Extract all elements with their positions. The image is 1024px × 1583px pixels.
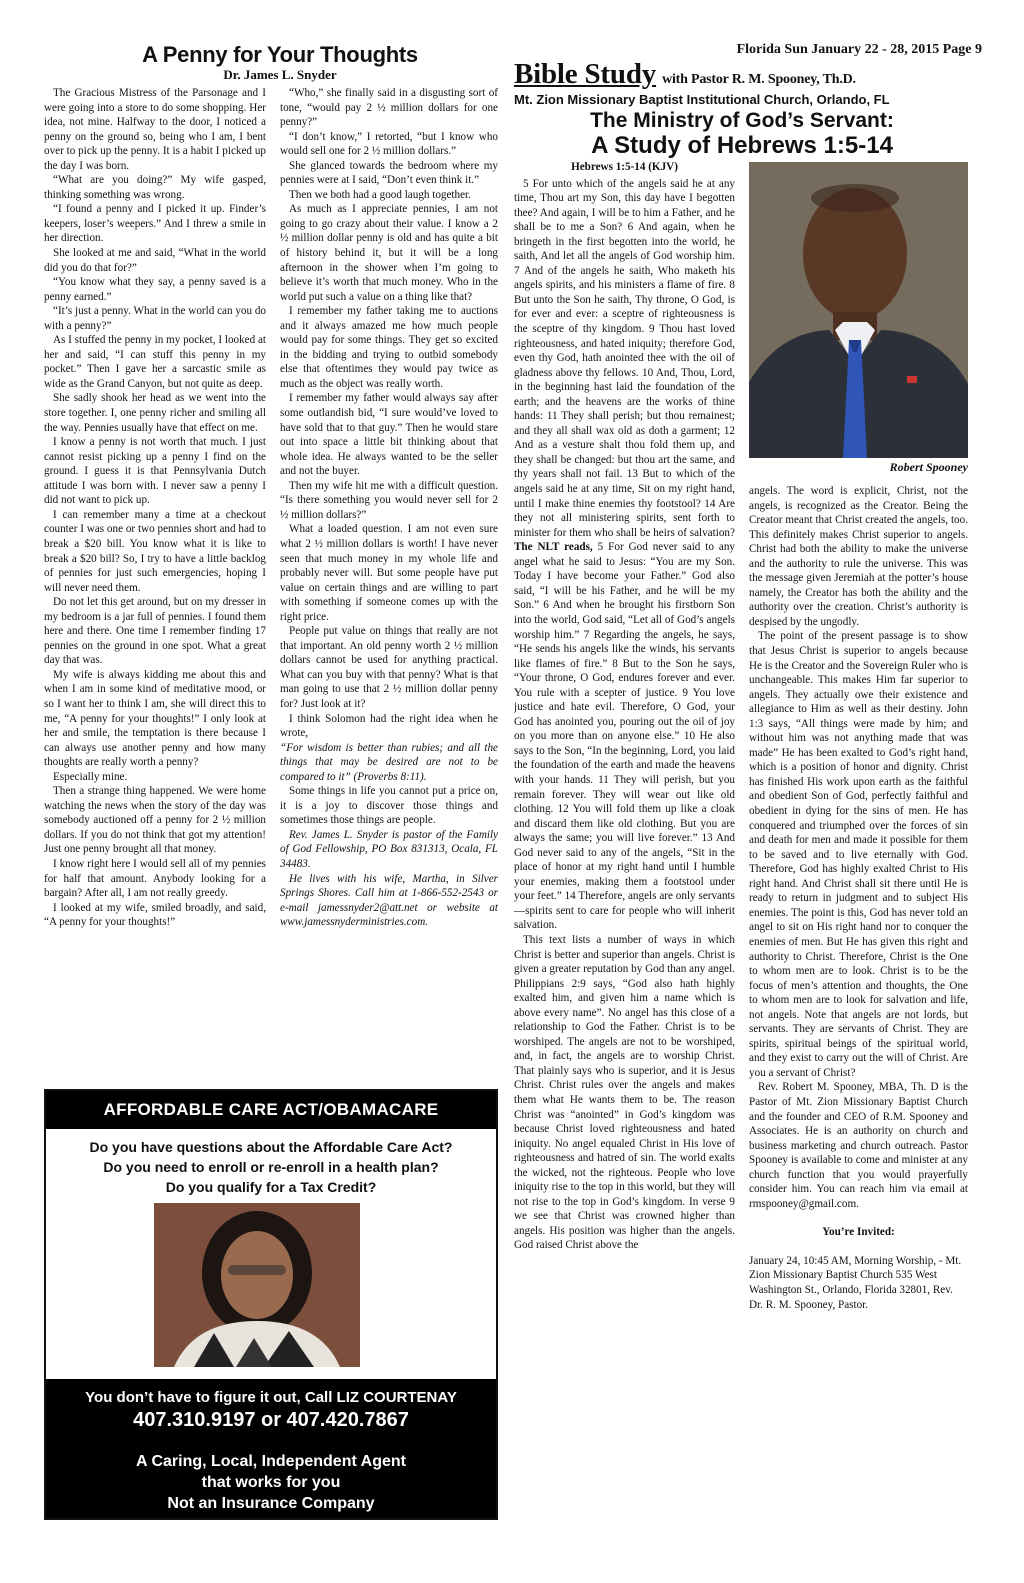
ad-call-name: Call LIZ COURTENAY	[304, 1389, 457, 1406]
author-contact: He lives with his wife, Martha, in Silver Springs Shores. Call him at 1-866-552-2543 or e-mail jamessnyder2@att.net or website at www.jamessnyderministries.com.	[280, 872, 498, 929]
bible-study-heading	[514, 58, 856, 96]
paragraph: Then a strange thing happened. We were home watching the news when the story of the day was somebody auctioned off a penny for 2 ½ million dollars. If you do not think that got my attention! Just one penny brought all that money.	[44, 785, 266, 856]
ad-phone-numbers: 407.310.9197 or 407.420.7867	[133, 1409, 409, 1431]
paragraph: As much as I appreciate pennies, I am not going to go crazy about their value. I know a 2 ½ million dollar penny is old and has quite a bit of history behind it, but it will be a long afternoon in the shower when I’m going to believe it’s worth that much money. Who in the world put such a value on a thing like that?	[280, 203, 498, 303]
paragraph: I remember my father would always say after some outlandish bid, “I sure would’ve loved to have sold that to that guy.” Then he would stare out into space a little bit thinking about that whole idea. He always wanted to be the seller and not the buyer.	[280, 392, 498, 478]
author-bio: Rev. James L. Snyder is pastor of the Family of God Fellowship, PO Box 831313, Ocala, FL 34483.	[280, 828, 498, 870]
ad-tagline-3: Not an Insurance Company	[167, 1495, 375, 1512]
ad-header: AFFORDABLE CARE ACT/OBAMACARE	[46, 1091, 496, 1129]
ad-question-1: Do you have questions about the Affordable Care Act?	[89, 1139, 453, 1155]
paragraph: “You know what they say, a penny saved is a penny earned.”	[44, 276, 266, 303]
paragraph: My wife is always kidding me about this and when I am in some kind of meditative mood, or so I want her to think I am, she will direct this to me, “A penny for your thoughts!” I only look at her and smile, the temptation is there because I can always use another penny and how many thoughts are really worth a penny?	[44, 668, 266, 769]
nlt-text: 5 For God never said to any angel what he said to Jesus: “You are my Son. Today I have become your Father.” God also said, “I will be his Father, and he will be my Son.” 6 And when he brought his firstborn Son into the world, God said, “Let all of God’s angels worship him.” 7 Regarding the angels, he says, “He sends his angels like the winds, his servants like flames of fire.” 8 But to the Son he says, “Your throne, O God, endures forever and ever. You rule with a scepter of justice. 9 You love justice and hate evil. Therefore, O God, your God has anointed you, pouring out the oil of joy on you more than on anyone else.” 10 He also says to the Son, “In the beginning, Lord, you laid the foundation of the earth and made the heavens with your hands. 11 They will perish, but you remain forever. They will wear out like old clothing. 12 You will fold them up like a cloak and discard them like old clothing. But you are always the same; you will live forever.” 13 And God never said to any of the angels, “Sit in the place of honor at my right hand until I humble your enemies, making them a footstool under your feet.” 14 Therefore, angels are only servants—spirits sent to care for people who will inherit salvation.	[514, 541, 735, 932]
church-name: Mt. Zion Missionary Baptist Institutional Church, Orlando, FL	[514, 92, 890, 107]
newspaper-masthead: Florida Sun January 22 - 28, 2015 Page 9	[736, 42, 982, 57]
scripture-quote: “For wisdom is better than rubies; and all the things that may be desired are not to be compared to it” (Proverbs 8:11).	[280, 741, 498, 783]
paragraph: This text lists a number of ways in which Christ is better and superior than angels. Christ is given a greater reputation by God than any angel. Philippians 2:9 says, “God also hath highly exalted him, and given him a name which is above every name”. No angel has this close of a relationship to God the Father. Christ is to be worshiped. The angels are not to be worshiped, and, in fact, the angels are to worship Christ. That plainly says who is superior, and it is Jesus Christ. Christ rules over the angels and makes them what He wants them to be. The reason Christ was “anointed” in God’s kingdom was because Christ loved righteousness and hated iniquity. No angel equaled Christ in His love of righteousness and hatred of sin. The world exalts the wicked, not the righteous. People who love iniquity rise to the top in this world, but they will not rise to the top in God’s kingdom. In verse 9 we see that Christ was crowned higher than angels. His position was higher than the angels. God raised Christ above the	[514, 933, 735, 1252]
ad-footer	[46, 1379, 496, 1520]
paragraph: Then my wife hit me with a difficult question. “Is there something you would never sell for 2 ½ million dollars?”	[280, 479, 498, 521]
paragraph: “It’s just a penny. What in the world can you do with a penny?”	[44, 305, 266, 332]
bible-study-title: The Ministry of God’s Servant:	[590, 109, 894, 132]
paragraph: “I found a penny and I picked it up. Finder’s keepers, loser’s weepers.” And I threw a smile in her direction.	[44, 203, 266, 245]
bible-column-2	[749, 484, 968, 1556]
pastor-photo-caption: Robert Spooney	[889, 460, 968, 474]
ad-call-prefix: You don’t have to figure it out,	[85, 1389, 301, 1406]
penny-column-1	[44, 86, 266, 1082]
ad-question-2: Do you need to enroll or re-enroll in a health plan?	[103, 1159, 439, 1175]
invite-details: January 24, 10:45 AM, Morning Worship, - Mt. Zion Missionary Baptist Church 535 West Washington St., Orlando, Florida 32801, Rev. Dr. R. M. Spooney, Pastor.	[749, 1254, 962, 1311]
agent-portrait-image	[154, 1203, 360, 1367]
bible-column-1	[514, 160, 735, 1552]
ad-call-line	[46, 1389, 496, 1406]
pastor-byline: with Pastor R. M. Spooney, Th.D.	[662, 72, 856, 87]
pastor-portrait-image	[749, 162, 968, 458]
kjv-passage: 5 For unto which of the angels said he at any time, Thou art my Son, this day have I begotten thee? And again, I will be to him a Father, and he shall be to me a Son? 6 And again, when he bringeth in the first begotten into the world, he saith, And let all the angels of God worship him. 7 And of the angels he saith, Who maketh his angels spirits, and his ministers a flame of fire. 8 But unto the Son he saith, Thy throne, O God, is for ever and ever: a sceptre of righteousness is the sceptre of thy kingdom. 9 Thou hast loved righteousness, and hated iniquity; therefore God, even thy God, hath anointed thee with the oil of gladness above thy fellows. 10 And, Thou, Lord, in the beginning hast laid the foundation of the earth; and the heavens are the works of thine hands: 11 They shall perish; but thou remainest; and they all shall wax old as doth a garment; 12 And as a vesture shalt thou fold them up, and they shall be changed: but thou art the same, and thy years shall not fail. 13 But to which of the angels said he at any time, Sit on my right hand, until I make thine enemies thy footstool? 14 Are they not all ministering spirits, sent forth to minister for them who shall be heirs of salvation?	[514, 177, 735, 539]
penny-article-author: Dr. James L. Snyder	[223, 67, 337, 82]
paragraph: As I stuffed the penny in my pocket, I looked at her and said, “I can stuff this penny in my pocket.” Then I gave her a sarcastic smile as wide as the Grand Canyon, but not quite as deep.	[44, 334, 266, 390]
paragraph: She looked at me and said, “What in the world did you do that for?”	[44, 247, 266, 274]
paragraph: I know a penny is not worth that much. I just cannot resist picking up a penny I find on the ground. I guess it is that Pennsylvania Dutch attitude I was born with. I never saw a penny I did not want to pick up.	[44, 436, 266, 507]
paragraph: I think Solomon had the right idea when he wrote,	[280, 712, 498, 740]
paragraph: I can remember many a time at a checkout counter I was one or two pennies short and had to break a $20 bill. You know what it is like to break a $20 bill? So, I try to have a little backlog of pennies for just such emergencies, hoping I will never need them.	[44, 508, 266, 594]
paragraph: I know right here I would sell all of my pennies for half that amount. Anybody looking for a bargain? After all, I am not really greedy.	[44, 857, 266, 900]
scripture-reference: Hebrews 1:5-14 (KJV)	[571, 161, 678, 173]
ad-tagline-2: that works for you	[201, 1474, 341, 1491]
paragraph: Do not let this get around, but on my dresser in my bedroom is a jar full of pennies. I found them here and there. One time I remember finding 17 pennies on the ground in one spot. What a great day that was.	[44, 596, 266, 667]
nlt-label: The NLT reads,	[514, 541, 593, 554]
penny-column-2	[280, 86, 498, 1078]
ad-question-3: Do you qualify for a Tax Credit?	[165, 1179, 377, 1195]
paragraph: Then we both had a good laugh together.	[289, 188, 471, 201]
agent-photo	[154, 1203, 360, 1367]
paragraph: She sadly shook her head as we went into the store together. I, one penny richer and smiling all the way. Pennies usually have that effect on me.	[44, 392, 266, 434]
paragraph: I remember my father taking me to auctions and it always amazed me how much people would pay for some things. They get so excited in the bidding and trying to outbid somebody else that oftentimes they would pay twice as much as the object was really worth.	[280, 305, 498, 390]
nlt-passage	[514, 540, 735, 933]
paragraph: Especially mine.	[53, 770, 128, 783]
paragraph: “What are you doing?” My wife gasped, thinking something was wrong.	[44, 174, 266, 201]
bible-study-subtitle: A Study of Hebrews 1:5-14	[591, 132, 893, 159]
paragraph: angels. The word is explicit, Christ, not the angels, is recognized as the Creator. Being the Creator meant that Christ created the angels, too. This definitely makes Christ superior to angels. Christ had both the ability to make the universe and the authority to rule the universe. This was the message given Jeremiah at the potter’s house namely, the Creator has both the ability and the authority over the creation. Christ’s authority is despised by the ungodly.	[749, 485, 968, 628]
paragraph: I looked at my wife, smiled broadly, and said, “A penny for your thoughts!”	[44, 901, 266, 929]
paragraph: “Who,” she finally said in a disgusting sort of tone, “would pay 2 ½ million dollars for one penny?”	[280, 87, 498, 129]
paragraph: What a loaded question. I am not even sure what 2 ½ million dollars is worth! I have never seen that much money in my whole life and probably never will. But some people have put value on certain things and are willing to part with something if someone comes up with the right price.	[280, 523, 498, 623]
ad-tagline-1: A Caring, Local, Independent Agent	[136, 1453, 406, 1470]
penny-article-title: A Penny for Your Thoughts	[142, 42, 418, 67]
paragraph: The point of the present passage is to show that Jesus Christ is superior to angels because He is the Creator and the Sovereign Ruler who is unchangeable. This makes Him far superior to angels. They actually owe their existence and allegiance to Him as well as their destiny. John 1:3 says, “All things were made by him; and without him was not anything made that was made” He has been exalted to God’s right hand, which is a position of honor and dignity. Christ has finished His work upon earth as the faithful and obedient Son of God, perfectly faithful and obedient in dying for the sins of men. He has conquered and triumphed over the forces of sin and death for men and made it possible for them to be saved and to live eternally with God. Therefore, God has highly exalted Christ to His right hand. And Christ shall sit there until He is ready to return in judgment and to subject His enemies. The point is this, God has never told an angel to sit on His right hand nor to conquer the enemies of men. But He has given this right and authority to Christ. Therefore, Christ is the One to whom men are to look. Christ is to be the focus of men’s attention and thoughts, the One to whom men are to look for salvation and life, not angels. Note that angels are not lords, but servants. They are servants of Christ. They are spirits, spiritual beings of the spiritual world, and they exist to carry out the will of Christ. Are you a servant of Christ?	[749, 630, 968, 1079]
paragraph: The Gracious Mistress of the Parsonage and I were going into a store to do some shopping. Her idea, not mine. Halfway to the door, I noticed a penny on the ground so, being who I am, I bent over to pick up the penny. It is a habit I picked up the day I was born.	[44, 87, 266, 172]
pastor-photo	[749, 162, 968, 458]
invite-heading: You’re Invited:	[822, 1226, 895, 1239]
bible-study-label: Bible Study	[514, 58, 657, 90]
paragraph: People put value on things that really are not that important. An old penny worth 2 ½ million dollars cannot be used for anything practical. What can you buy with that penny? What is that man going to use that 2 ½ million dollar penny for? Just look at it?	[280, 625, 498, 710]
paragraph: Some things in life you cannot put a price on, it is a joy to discover those things and sometimes those things are people.	[280, 785, 498, 827]
paragraph: She glanced towards the bedroom where my pennies were at I said, “Don’t even think it.”	[280, 159, 498, 187]
obamacare-ad	[44, 1089, 498, 1520]
paragraph: “I don’t know,” I retorted, “but I know who would sell one for 2 ½ million dollars.”	[280, 130, 498, 158]
pastor-bio: Rev. Robert M. Spooney, MBA, Th. D is the Pastor of Mt. Zion Missionary Baptist Church and the founder and CEO of R.M. Spooney and Associates. He is an authority on church and business marketing and church outreach. Pastor Spooney is available to come and minister at any church function that you would prayerfully consider him. You can reach him via email at rmspooney@gmail.com.	[749, 1081, 968, 1210]
